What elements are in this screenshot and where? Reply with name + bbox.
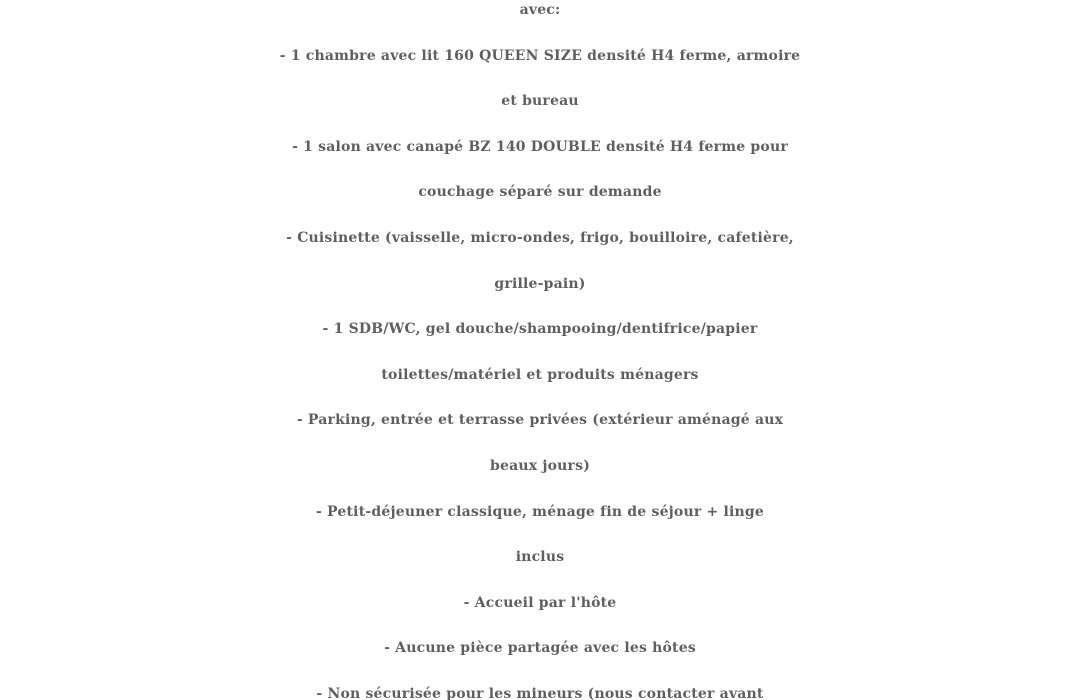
text-line-intro: avec: xyxy=(519,2,561,18)
text-line-breakfast-cont: inclus xyxy=(515,549,565,566)
text-line-living-room: - 1 salon avec canapé BZ 140 DOUBLE densité H4 ferme pour xyxy=(292,138,788,155)
text-line-kitchenette-cont: grille-pain) xyxy=(494,275,586,292)
text-line-minors: - Non sécurisée pour les mineurs (nous contacter avant xyxy=(316,685,764,700)
text-line-parking-cont: beaux jours) xyxy=(489,457,591,474)
text-line-breakfast: - Petit-déjeuner classique, ménage fin de séjour + linge xyxy=(315,503,765,520)
text-line-parking: - Parking, entrée et terrasse privées (extérieur aménagé aux xyxy=(296,412,784,429)
text-line-bedroom-cont: et bureau xyxy=(501,93,579,110)
text-line-welcome: - Accueil par l'hôte xyxy=(463,594,617,611)
text-line-bedroom: - 1 chambre avec lit 160 QUEEN SIZE densité H4 ferme, armoire xyxy=(279,47,801,64)
text-line-no-shared-room: - Aucune pièce partagée avec les hôtes xyxy=(384,640,696,657)
text-line-bathroom-cont: toilettes/matériel et produits ménagers xyxy=(381,366,699,383)
text-line-bathroom: - 1 SDB/WC, gel douche/shampooing/dentifrice/papier xyxy=(322,321,758,338)
text-line-kitchenette: - Cuisinette (vaisselle, micro-ondes, frigo, bouilloire, cafetière, xyxy=(286,229,794,246)
text-line-living-room-cont: couchage séparé sur demande xyxy=(418,184,662,201)
